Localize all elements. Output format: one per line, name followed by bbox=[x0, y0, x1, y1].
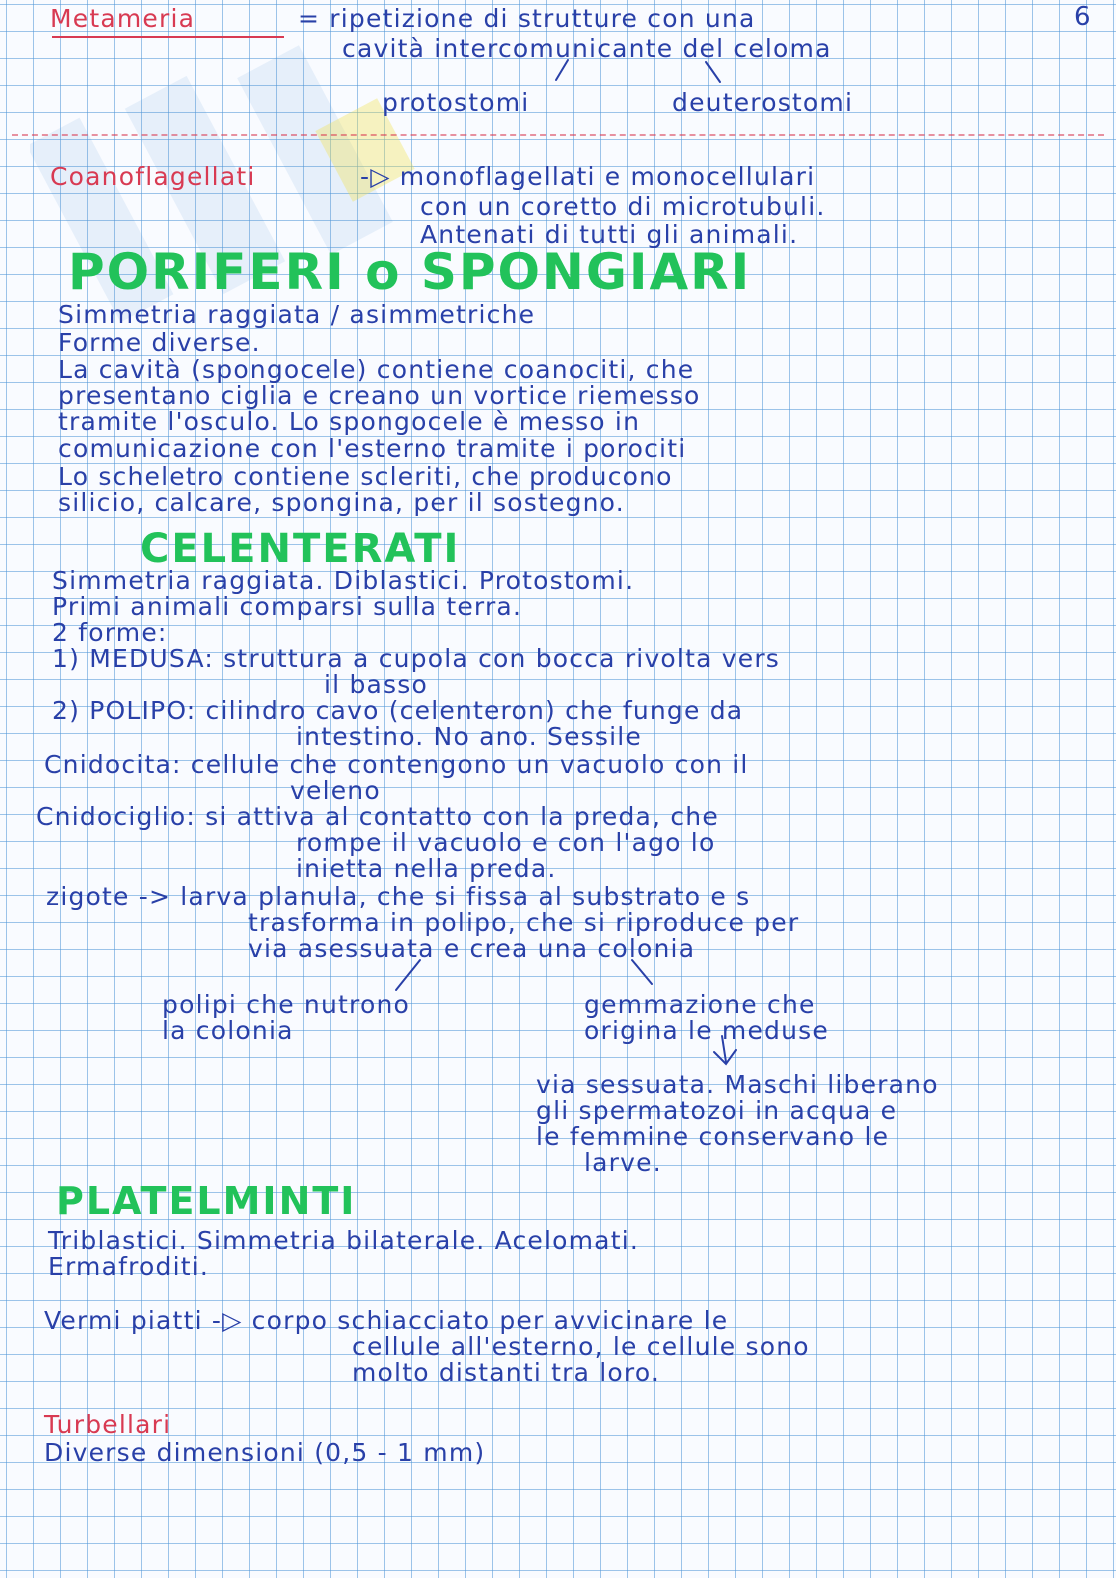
vermi-line3: molto distanti tra loro. bbox=[352, 1358, 661, 1387]
section-separator bbox=[12, 134, 1104, 136]
poriferi-line: presentano ciglia e creano un vortice riemesso bbox=[58, 381, 701, 410]
page-number: 6 bbox=[1074, 2, 1091, 32]
celenterati-line: 2 forme: bbox=[52, 618, 168, 647]
poriferi-line: tramite l'osculo. Lo spongocele è messo in bbox=[58, 407, 641, 436]
celenterati-line: veleno bbox=[290, 776, 381, 805]
poriferi-line: Forme diverse. bbox=[58, 328, 261, 357]
coanoflagellati-arrow-text: -▷ monoflagellati e monocellulari bbox=[360, 162, 816, 191]
platelminti-line2: Ermafroditi. bbox=[48, 1252, 210, 1281]
vermi-line1: Vermi piatti -▷ corpo schiacciato per avvicinare le bbox=[44, 1306, 729, 1335]
celenterati-line: intestino. No ano. Sessile bbox=[296, 722, 642, 751]
sessuata-line: via sessuata. Maschi liberano bbox=[536, 1070, 939, 1099]
branch-stroke-colonia-left bbox=[396, 960, 420, 990]
celenterati-line: 2) POLIPO: cilindro cavo (celenteron) che funge da bbox=[52, 696, 744, 725]
vermi-line2: cellule all'esterno, le cellule sono bbox=[352, 1332, 810, 1361]
platelminti-heading: PLATELMINTI bbox=[56, 1179, 357, 1223]
coanoflagellati-term: Coanoflagellati bbox=[50, 162, 256, 191]
metameria-term: Metameria bbox=[50, 4, 196, 33]
branch-gemmazione-line2: origina le meduse bbox=[584, 1016, 829, 1045]
metameria-def-line1: = ripetizione di strutture con una bbox=[298, 4, 756, 33]
turbellari-term: Turbellari bbox=[44, 1410, 172, 1439]
celenterati-line: inietta nella preda. bbox=[296, 854, 557, 883]
branch-polipi-line2: la colonia bbox=[162, 1016, 294, 1045]
poriferi-line: silicio, calcare, spongina, per il sostegno. bbox=[58, 488, 625, 517]
celenterati-line: Cnidociglio: si attiva al contatto con la preda, che bbox=[36, 802, 719, 831]
branch-gemmazione-line1: gemmazione che bbox=[584, 990, 816, 1019]
poriferi-line: Simmetria raggiata / asimmetriche bbox=[58, 300, 536, 329]
poriferi-line: La cavità (spongocele) contiene coanociti, che bbox=[58, 355, 695, 384]
celenterati-line: il basso bbox=[324, 670, 428, 699]
metameria-def-line2: cavità intercomunicante del celoma bbox=[342, 34, 832, 63]
celenterati-line: rompe il vacuolo e con l'ago lo bbox=[296, 828, 716, 857]
metameria-underline bbox=[52, 36, 284, 38]
branch-polipi-line1: polipi che nutrono bbox=[162, 990, 410, 1019]
poriferi-line: Lo scheletro contiene scleriti, che producono bbox=[58, 462, 673, 491]
branch-stroke-right bbox=[706, 62, 720, 82]
metameria-branch-protostomi: protostomi bbox=[382, 88, 530, 117]
arrow-down-head bbox=[714, 1050, 736, 1064]
celenterati-line: Simmetria raggiata. Diblastici. Protostomi. bbox=[52, 566, 635, 595]
celenterati-line: 1) MEDUSA: struttura a cupola con bocca rivolta vers bbox=[52, 644, 781, 673]
celenterati-line: zigote -> larva planula, che si fissa al substrato e s bbox=[46, 882, 751, 911]
celenterati-line: Cnidocita: cellule che contengono un vacuolo con il bbox=[44, 750, 749, 779]
coanoflagellati-line3: Antenati di tutti gli animali. bbox=[420, 220, 799, 249]
turbellari-line: Diverse dimensioni (0,5 - 1 mm) bbox=[44, 1438, 486, 1467]
celenterati-line: Primi animali comparsi sulla terra. bbox=[52, 592, 523, 621]
coanoflagellati-line2: con un coretto di microtubuli. bbox=[420, 192, 826, 221]
celenterati-heading: CELENTERATI bbox=[140, 526, 461, 572]
sessuata-line: le femmine conservano le bbox=[536, 1122, 890, 1151]
celenterati-line: via asessuata e crea una colonia bbox=[248, 934, 696, 963]
metameria-branch-deuterostomi: deuterostomi bbox=[672, 88, 854, 117]
sessuata-line: gli spermatozoi in acqua e bbox=[536, 1096, 898, 1125]
celenterati-line: trasforma in polipo, che si riproduce per bbox=[248, 908, 800, 937]
poriferi-heading: PORIFERI o SPONGIARI bbox=[68, 243, 752, 301]
platelminti-line1: Triblastici. Simmetria bilaterale. Acelomati. bbox=[48, 1226, 639, 1255]
poriferi-line: comunicazione con l'esterno tramite i porociti bbox=[58, 434, 687, 463]
sessuata-line: larve. bbox=[584, 1148, 662, 1177]
